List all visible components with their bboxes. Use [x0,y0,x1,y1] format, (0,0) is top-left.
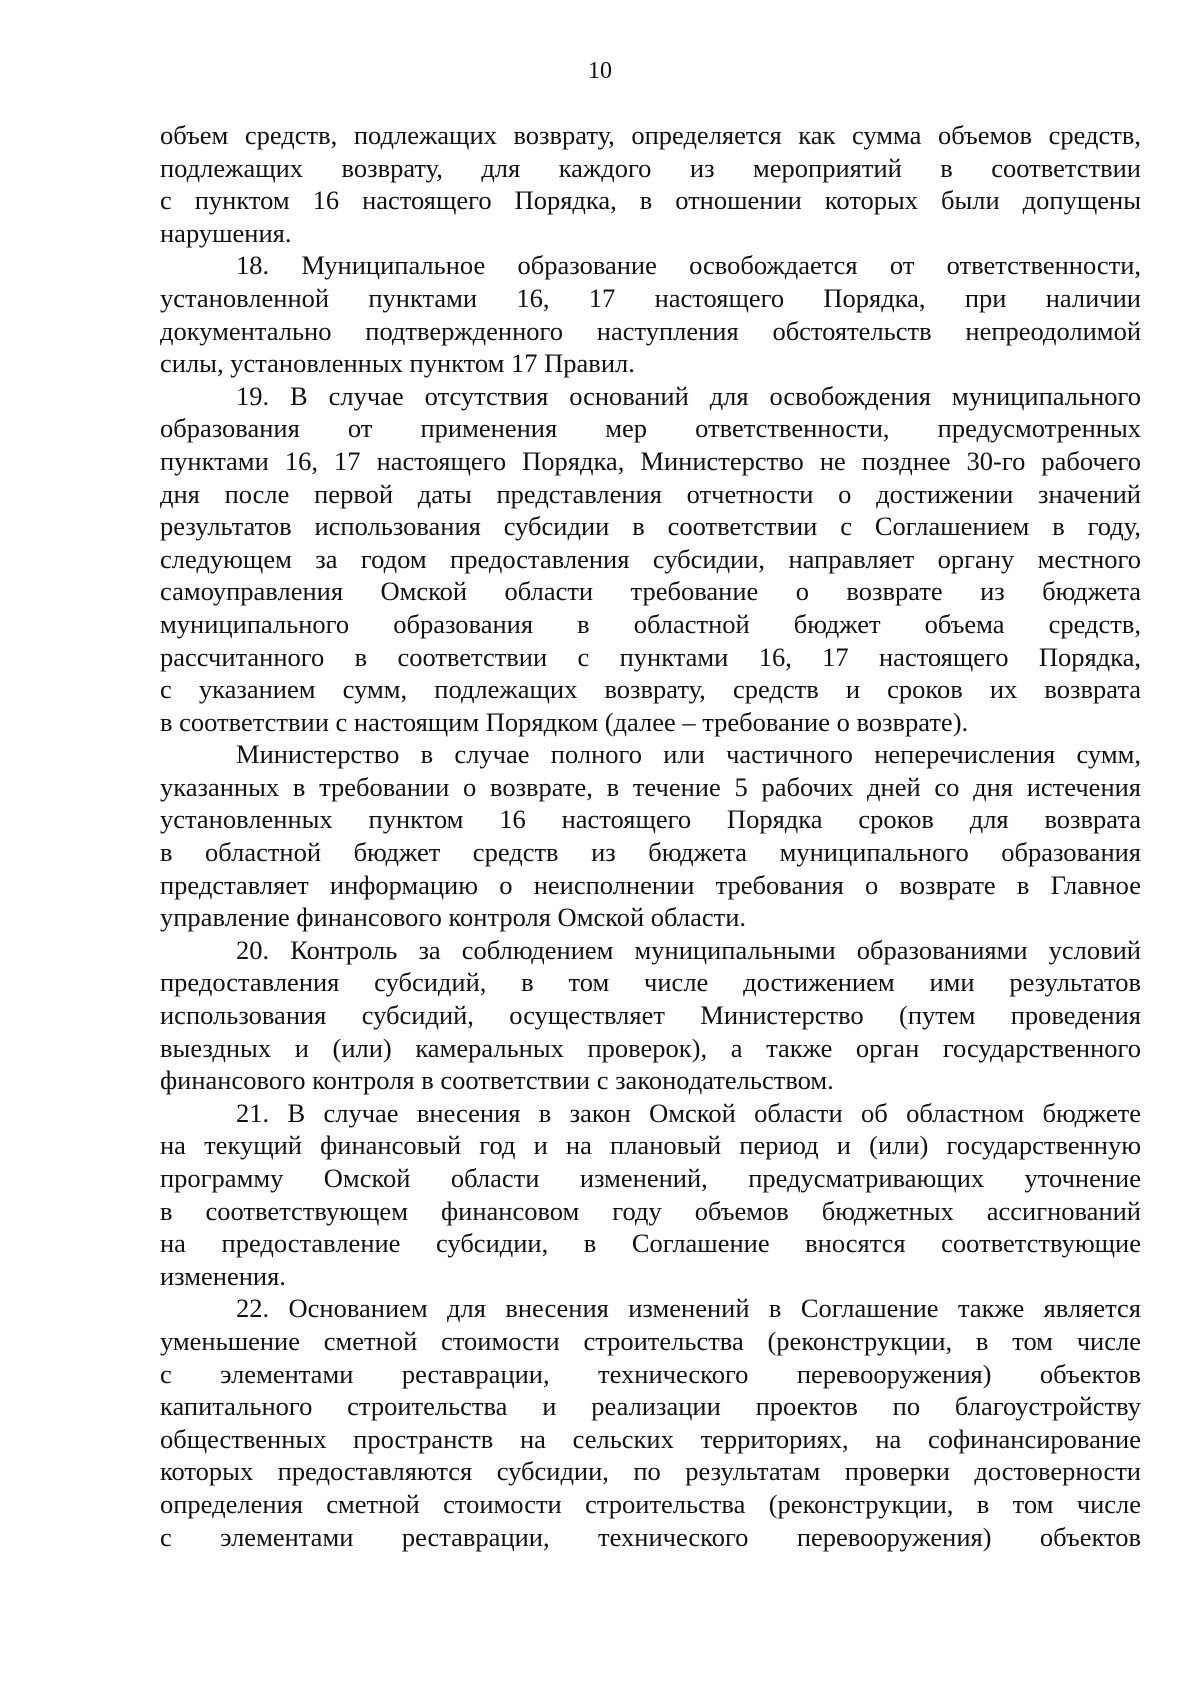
text-line: рассчитанного в соответствии с пунктами 16, 17 настоящего Порядка, [160,641,1141,672]
text-line: Министерство в случае полного или частичного неперечисления сумм, [236,739,1141,770]
text-line: программу Омской области изменений, предусматривающих уточнение [160,1163,1141,1193]
text-line: которых предоставляются субсидии, по результатам проверки достоверности [160,1456,1141,1487]
text-line: образования от применения мер ответственности, предусмотренных [160,413,1141,444]
text-line: использования субсидий, осуществляет Министерство (путем проведения [160,1000,1141,1031]
text-line: управление финансового контроля Омской области. [160,902,747,933]
text-line: с указанием сумм, подлежащих возврату, средств и сроков их возврата [160,674,1141,705]
page-number: 10 [588,58,612,84]
text-line: установленной пунктами 16, 17 настоящего Порядка, при наличии [160,282,1141,313]
text-line: в областной бюджет средств из бюджета муниципального образования [160,837,1141,868]
text-line: на текущий финансовый год и на плановый период и (или) государственную [160,1130,1141,1161]
text-line: муниципального образования в областной бюджет объема средств, [160,608,1141,639]
text-line: капитального строительства и реализации проектов по благоустройству [160,1391,1141,1422]
text-line: определения сметной стоимости строительства (реконструкции, в том числе [160,1488,1141,1519]
text-line: изменения. [160,1260,286,1291]
text-line: 20. Контроль за соблюдением муниципальными образованиями условий [236,934,1141,965]
text-line: следующем за годом предоставления субсидии, направляет органу местного [160,543,1141,574]
text-line: 22. Основанием для внесения изменений в Соглашение также является [236,1293,1141,1324]
text-line: силы, установленных пунктом 17 Правил. [160,348,635,379]
text-line: указанных в требовании о возврате, в течение 5 рабочих дней со дня истечения [160,771,1141,802]
text-line: представляет информацию о неисполнении требования о возврате в Главное [160,869,1141,900]
text-line: с элементами реставрации, технического перевооружения) объектов [160,1521,1141,1552]
text-line: с пунктом 16 настоящего Порядка, в отношении которых были допущены [160,185,1141,216]
text-line: выездных и (или) камеральных проверок), а также орган государственного [160,1032,1141,1063]
text-line: установленных пунктом 16 настоящего Порядка сроков для возврата [160,804,1141,835]
text-line: нарушения. [160,217,292,248]
text-line: дня после первой даты представления отчетности о достижении значений [160,478,1141,509]
text-line: уменьшение сметной стоимости строительства (реконструкции, в том числе [160,1325,1141,1356]
text-line: общественных пространств на сельских территориях, на софинансирование [160,1423,1141,1454]
text-line: в соответствующем финансовом году объемов бюджетных ассигнований [160,1195,1141,1226]
document-body [160,119,1141,1553]
text-line: предоставления субсидий, в том числе достижением ими результатов [160,967,1141,998]
text-line: на предоставление субсидии, в Соглашение вносятся соответствующие [160,1228,1141,1259]
text-line: финансового контроля в соответствии с законодательством. [160,1065,834,1096]
text-line: подлежащих возврату, для каждого из мероприятий в соответствии [160,152,1141,183]
text-line: результатов использования субсидии в соответствии с Соглашением в году, [160,511,1141,542]
text-line: 19. В случае отсутствия оснований для освобождения муниципального [236,380,1141,411]
text-line: объем средств, подлежащих возврату, определяется как сумма объемов средств, [160,120,1141,150]
text-line: пунктами 16, 17 настоящего Порядка, Министерство не позднее 30-го рабочего [160,445,1141,476]
text-line: 18. Муниципальное образование освобождается от ответственности, [236,250,1141,281]
text-line: документально подтвержденного наступления обстоятельств непреодолимой [160,315,1141,346]
text-line: 21. В случае внесения в закон Омской области об областном бюджете [236,1097,1141,1128]
text-line: с элементами реставрации, технического перевооружения) объектов [160,1358,1141,1389]
text-line: в соответствии с настоящим Порядком (далее – требование о возврате). [160,706,969,737]
text-line: самоуправления Омской области требование о возврате из бюджета [160,576,1141,607]
